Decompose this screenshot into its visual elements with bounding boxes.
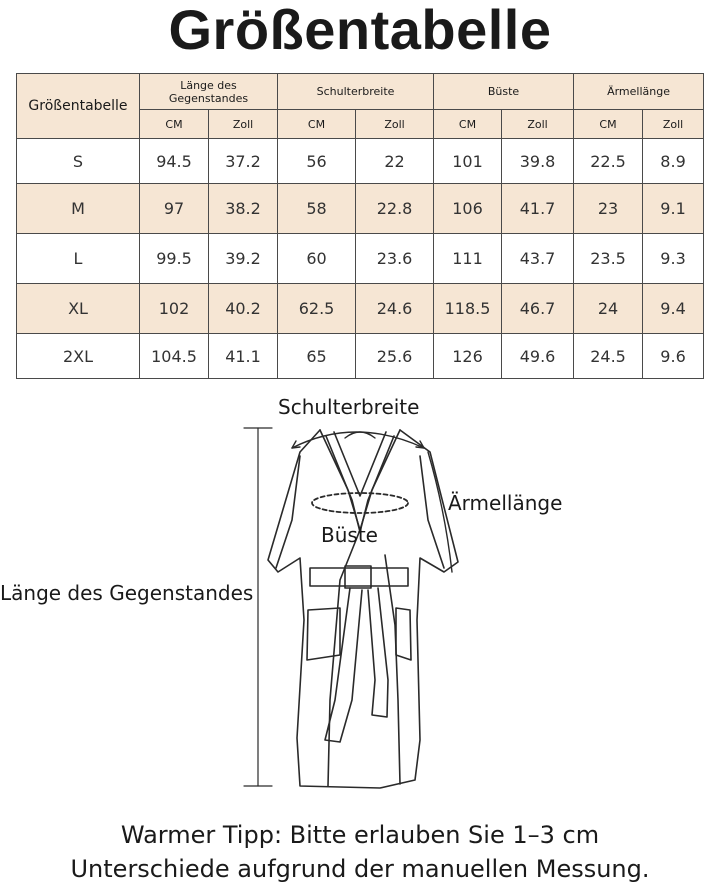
unit-header: Zoll [209, 110, 278, 139]
value-cell: 65 [278, 334, 356, 379]
measurement-diagram [0, 385, 720, 805]
value-cell: 104.5 [140, 334, 209, 379]
bust-label: Büste [321, 523, 378, 547]
value-cell: 38.2 [209, 184, 278, 234]
tip-line-2: Unterschiede aufgrund der manuellen Messung. [70, 855, 650, 883]
value-cell: 24.6 [356, 284, 434, 334]
page-title: Größentabelle [168, 0, 552, 61]
value-cell: 9.4 [643, 284, 704, 334]
value-cell: 49.6 [502, 334, 574, 379]
value-cell: 101 [434, 139, 502, 184]
value-cell: 60 [278, 234, 356, 284]
unit-header: Zoll [502, 110, 574, 139]
table-row [17, 284, 704, 334]
unit-header: CM [278, 110, 356, 139]
value-cell: 9.3 [643, 234, 704, 284]
column-group-header: Büste [434, 74, 574, 110]
sleeve-length-label: Ärmellänge [448, 491, 563, 515]
value-cell: 41.1 [209, 334, 278, 379]
value-cell: 94.5 [140, 139, 209, 184]
column-group-header: Schulterbreite [278, 74, 434, 110]
value-cell: 23.6 [356, 234, 434, 284]
value-cell: 23 [574, 184, 643, 234]
table-row [17, 139, 704, 184]
value-cell: 22 [356, 139, 434, 184]
table-corner-label: Größentabelle [17, 74, 140, 139]
value-cell: 9.6 [643, 334, 704, 379]
table-header-row [17, 74, 704, 110]
value-cell: 102 [140, 284, 209, 334]
value-cell: 58 [278, 184, 356, 234]
tip-line-1: Warmer Tipp: Bitte erlauben Sie 1–3 cm [120, 821, 600, 849]
value-cell: 99.5 [140, 234, 209, 284]
value-cell: 22.8 [356, 184, 434, 234]
size-cell: 2XL [17, 334, 140, 379]
value-cell: 126 [434, 334, 502, 379]
table-row [17, 184, 704, 234]
unit-header: CM [140, 110, 209, 139]
size-cell: XL [17, 284, 140, 334]
value-cell: 23.5 [574, 234, 643, 284]
unit-header: Zoll [356, 110, 434, 139]
length-label: Länge des Gegenstandes [0, 581, 254, 605]
value-cell: 43.7 [502, 234, 574, 284]
value-cell: 39.2 [209, 234, 278, 284]
table-row [17, 234, 704, 284]
value-cell: 56 [278, 139, 356, 184]
column-group-header: Länge des Gegenstandes [140, 74, 278, 110]
value-cell: 62.5 [278, 284, 356, 334]
size-cell: S [17, 139, 140, 184]
value-cell: 39.8 [502, 139, 574, 184]
shoulder-label: Schulterbreite [278, 395, 420, 419]
value-cell: 22.5 [574, 139, 643, 184]
value-cell: 111 [434, 234, 502, 284]
size-cell: M [17, 184, 140, 234]
value-cell: 41.7 [502, 184, 574, 234]
size-cell: L [17, 234, 140, 284]
unit-header: CM [574, 110, 643, 139]
value-cell: 24.5 [574, 334, 643, 379]
value-cell: 106 [434, 184, 502, 234]
unit-header: Zoll [643, 110, 704, 139]
value-cell: 9.1 [643, 184, 704, 234]
unit-header: CM [434, 110, 502, 139]
value-cell: 25.6 [356, 334, 434, 379]
value-cell: 46.7 [502, 284, 574, 334]
table-row [17, 334, 704, 379]
value-cell: 8.9 [643, 139, 704, 184]
value-cell: 97 [140, 184, 209, 234]
value-cell: 40.2 [209, 284, 278, 334]
value-cell: 37.2 [209, 139, 278, 184]
value-cell: 118.5 [434, 284, 502, 334]
value-cell: 24 [574, 284, 643, 334]
column-group-header: Ärmellänge [574, 74, 704, 110]
size-chart-table [16, 73, 704, 379]
